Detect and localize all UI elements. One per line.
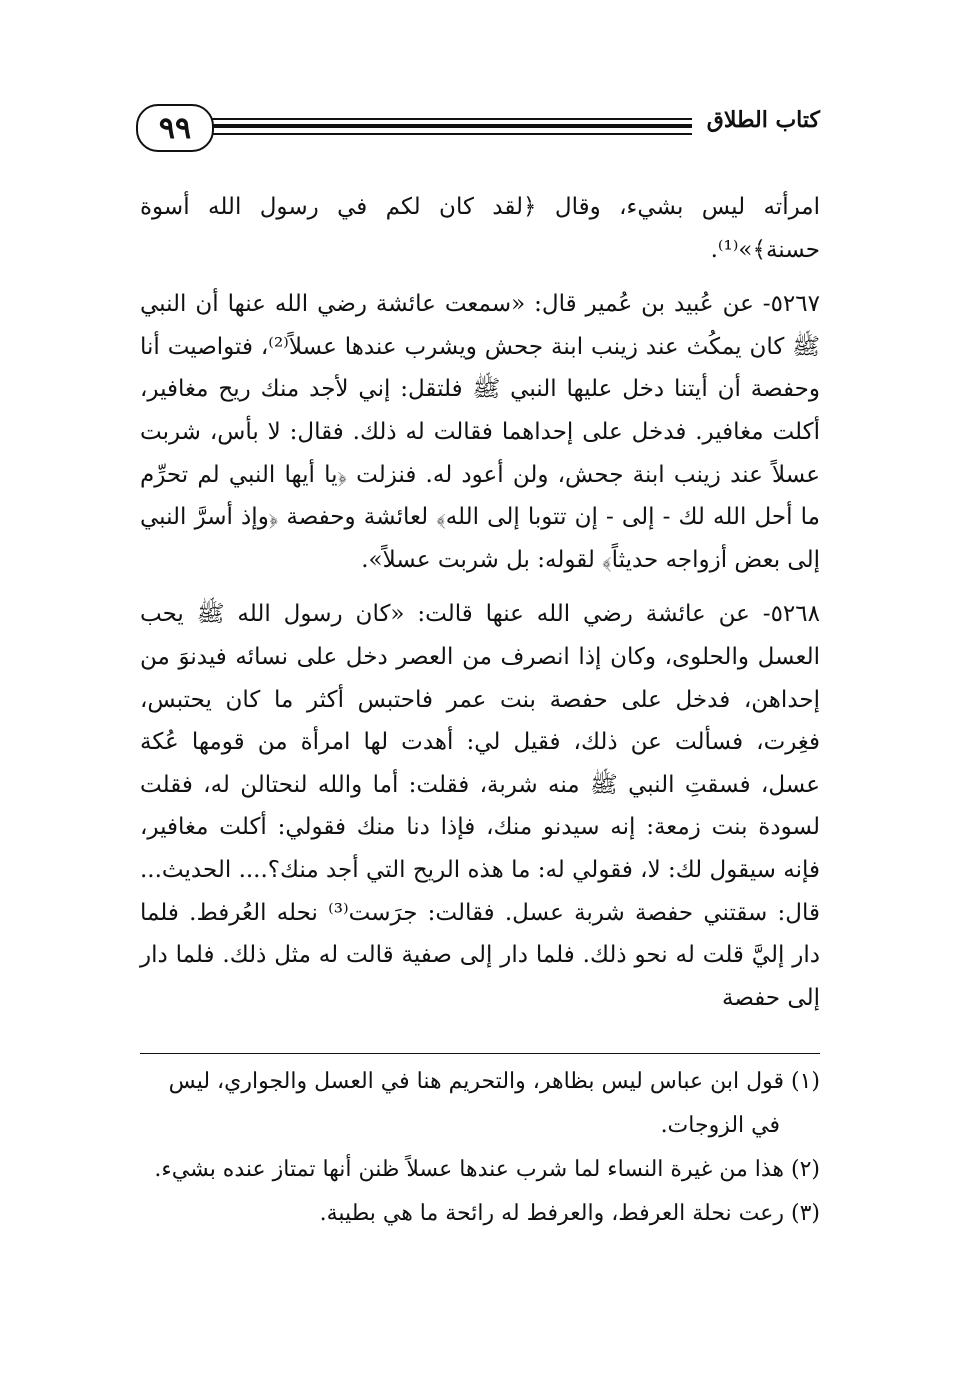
page-header xyxy=(136,104,820,160)
footnotes xyxy=(140,1060,820,1236)
footnote-1: (١) قول ابن عباس ليس بظاهر، والتحريم هنا في العسل والجواري، ليس xyxy=(168,1069,820,1094)
footnote-1-continued: في الزوجات. xyxy=(660,1113,780,1138)
book-title: كتاب الطلاق xyxy=(706,107,820,133)
hadith-5267: ٥٢٦٧- عن عُبيد بن عُمير قال: «سمعت عائشة رضي الله عنها أن النبي ﷺ كان يمكُث عند زينب ابنة جحش ويشرب عندها عسلاً⁽²⁾، فتواصيت أنا وحفصة أن أيتنا دخل عليها النبي ﷺ فلتقل: إني لأجد منك ريح مغافير، أكلت مغافير. فدخل على إحداهما فقالت له ذلك. فقال: لا بأس، شربت عسلاً عند زينب ابنة جحش، ولن أعود له. فنزلت ﴿يا أيها النبي لم تحرِّم ما أحل الله لك - إلى - إن تتوبا إلى الله﴾ لعائشة وحفصة ﴿وإذ أسرَّ النبي إلى بعض أزواجه حديثاً﴾ لقوله: بل شربت عسلاً». xyxy=(140,291,820,573)
footnote-2: (٢) هذا من غيرة النساء لما شرب عندها عسلاً ظنن أنها تمتاز عنده بشيء. xyxy=(154,1157,820,1182)
header-rule-thin-bottom xyxy=(212,133,692,135)
header-rule-thin-top xyxy=(212,118,692,120)
footnote-separator xyxy=(140,1053,820,1054)
page-number: ٩٩ xyxy=(136,104,214,152)
main-text xyxy=(140,186,820,1031)
paragraph: امرأته ليس بشيء، وقال ﴿لقد كان لكم في رسول الله أسوة حسنة﴾»⁽¹⁾. xyxy=(140,194,820,263)
header-rule-thick xyxy=(212,124,692,128)
footnote-3: (٣) رعت نحلة العرفط، والعرفط له رائحة ما هي بطيبة. xyxy=(319,1201,820,1226)
hadith-5268: ٥٢٦٨- عن عائشة رضي الله عنها قالت: «كان رسول الله ﷺ يحب العسل والحلوى، وكان إذا انصرف من العصر دخل على نسائه فيدنوَ من إحداهن، فدخل على حفصة بنت عمر فاحتبس أكثر ما كان يحتبس، فغِرت، فسألت عن ذلك، فقيل لي: أهدت لها امرأة من قومها عُكة عسل، فسقتِ النبي ﷺ منه شربة، فقلت: أما والله لنحتالن له، فقلت لسودة بنت زمعة: إنه سيدنو منك، فإذا دنا منك فقولي: أكلت مغافير، فإنه سيقول لك: لا، فقولي له: ما هذه الريح التي أجد منك؟.... الحديث... قال: سقتني حفصة شربة عسل. فقالت: جرَست⁽³⁾ نحله العُرفط. فلما دار إليَّ قلت له نحو ذلك. فلما دار إلى صفية قالت له مثل ذلك. فلما دار إلى حفصة xyxy=(140,601,820,1011)
